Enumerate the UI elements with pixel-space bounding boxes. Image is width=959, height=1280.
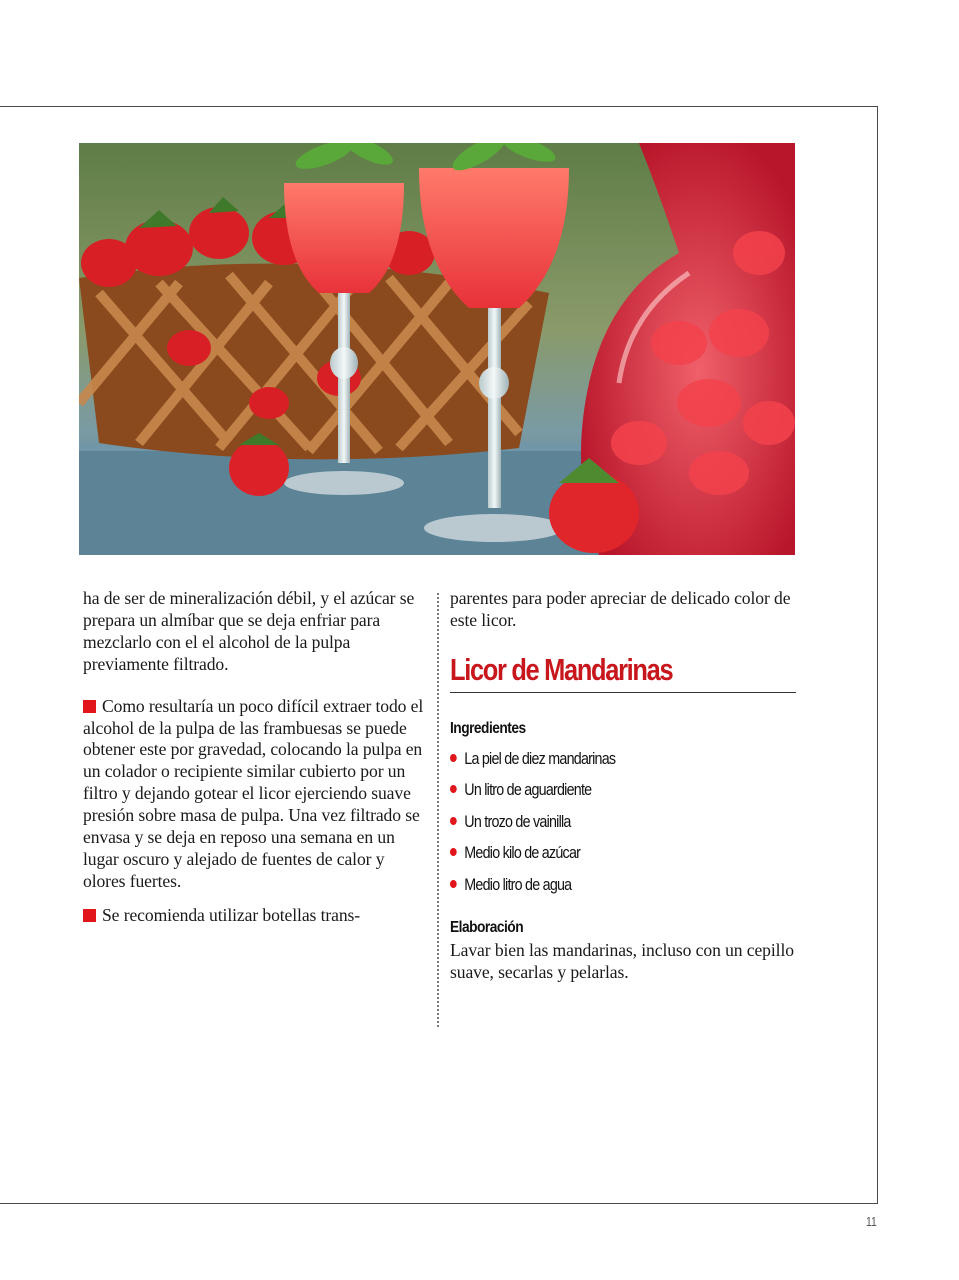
- elaboration-text: Lavar bien las mandarinas, incluso con un cepillo suave, secarlas y pelarlas.: [450, 940, 794, 983]
- strawberry-liqueur-photo: [79, 143, 795, 555]
- left-paragraph-2-text: Como resultaría un poco difícil extraer todo el alcohol de la pulpa de las frambuesas se puede obtener este por gravedad, colocando la pulpa en un colador o recipiente similar cubierto por un filtro y dejando gotear el licor ejerciendo suave presión sobre masa de pulpa. Una vez filtrado se envasa y se deja en reposo una semana en un lugar oscuro y alejado de fuentes de calor y olores fuertes.: [83, 695, 424, 891]
- right-paragraph-1: parentes para poder apreciar de delicado color de este licor.: [450, 588, 791, 630]
- list-item: [450, 774, 741, 806]
- ingredient-text: Un trozo de vainilla: [464, 811, 571, 831]
- ingredients-list: [450, 743, 796, 901]
- left-paragraph-1: ha de ser de mineralización débil, y el azúcar se prepara un almíbar que se deja enfriar para mezclarlo con el el alcohol de la pulpa previamente filtrado.: [83, 588, 415, 674]
- ingredient-text: Medio litro de agua: [464, 874, 572, 894]
- left-paragraph-2: [83, 696, 425, 893]
- bullet-dot-icon: [450, 817, 457, 825]
- list-item: [450, 869, 741, 901]
- bullet-dot-icon: [450, 754, 457, 762]
- elaboration-heading: Elaboración: [450, 919, 524, 937]
- ingredient-text: Un litro de aguardiente: [464, 780, 592, 800]
- bullet-dot-icon: [450, 785, 457, 793]
- list-item: [450, 837, 741, 869]
- recipe-title: Licor de Mandarinas: [450, 650, 796, 693]
- left-paragraph-3-text: Se recomienda utilizar botellas trans-: [102, 904, 361, 925]
- column-divider: [437, 593, 439, 1027]
- left-paragraph-3: [83, 905, 425, 927]
- bullet-dot-icon: [450, 880, 457, 888]
- page-number: 11: [866, 1214, 877, 1229]
- left-text-column: [83, 588, 425, 939]
- list-item: [450, 806, 741, 838]
- ingredient-text: La piel de diez mandarinas: [464, 748, 616, 768]
- right-text-column: [450, 588, 796, 996]
- red-square-bullet-icon: [83, 700, 96, 713]
- ingredients-heading: Ingredientes: [450, 719, 526, 737]
- list-item: [450, 743, 741, 775]
- ingredient-text: Medio kilo de azúcar: [464, 843, 581, 863]
- red-square-bullet-icon: [83, 909, 96, 922]
- bullet-dot-icon: [450, 848, 457, 856]
